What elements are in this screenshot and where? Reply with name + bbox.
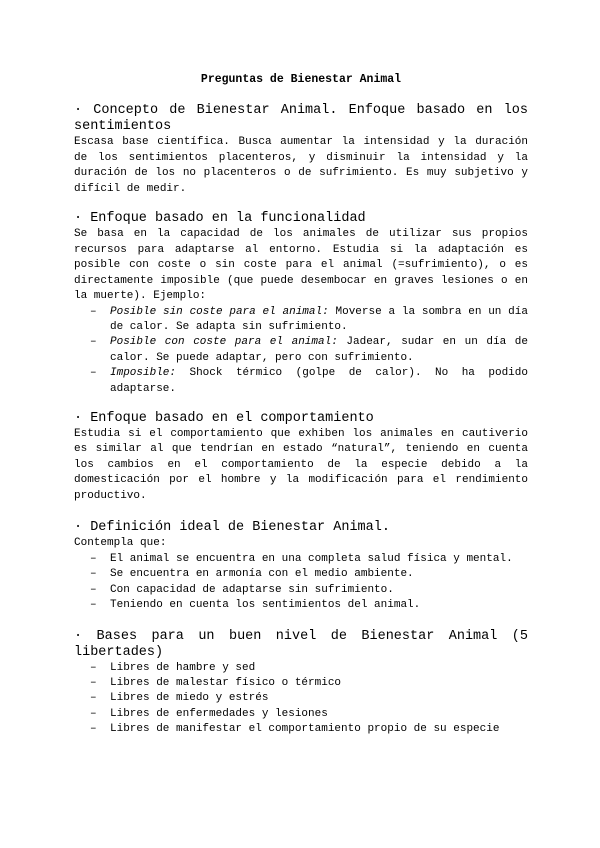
item-text: Jadear, sudar en un día de calor. Se puede adaptar, pero con sufrimiento. (110, 336, 528, 364)
item-label: Imposible: (110, 367, 177, 380)
section-body: Se basa en la capacidad de los animales de utilizar sus propios recursos para adaptarse al entorno. Estudia si la adaptación es posible con coste o sin coste para el animal (=sufrimiento), o es directamente imposible (que puede desembocar en graves lesiones o en la muerte). Ejemplo: (74, 228, 528, 302)
list-item: – El animal se encuentra en una completa salud física y mental. (74, 552, 528, 567)
section-libertades (74, 629, 528, 738)
list-item: – Teniendo en cuenta los sentimientos del animal. (74, 598, 528, 613)
list-item (74, 305, 528, 336)
section-body: Contempla que: (74, 537, 167, 550)
item-label: Posible con coste para el animal: (110, 336, 338, 349)
list-item: – Con capacidad de adaptarse sin sufrimiento. (74, 583, 528, 598)
list-item: – Libres de hambre y sed (74, 661, 528, 676)
section-heading: · Enfoque basado en la funcionalidad (74, 211, 366, 226)
list-item (74, 366, 528, 397)
list-item (74, 335, 528, 366)
section-body: Escasa base científica. Busca aumentar la intensidad y la duración de los sentimientos placenteros, y disminuir la intensidad y la duración de los no placenteros o de sufrimiento. Es muy subjetivo y difícil de medir. (74, 136, 528, 195)
section-heading: · Bases para un buen nivel de Bienestar Animal (5 libertades) (74, 628, 528, 660)
section-heading: · Enfoque basado en el comportamiento (74, 410, 374, 426)
list-item: – Libres de miedo y estrés (74, 691, 528, 706)
section-heading: · Concepto de Bienestar Animal. Enfoque basado en los sentimientos (74, 103, 528, 134)
section-body: Estudia si el comportamiento que exhiben los animales en cautiverio es similar al que tendrían en estado “natural”, teniendo en cuenta los cambios en el comportamiento de la especie debido a la domesticación por el hombre y la modificación para el rendimiento productivo. (74, 427, 528, 502)
section-definicion (74, 520, 528, 613)
list-item: – Libres de malestar físico o térmico (74, 676, 528, 691)
freedoms-list (74, 661, 528, 738)
list-item: – Libres de manifestar el comportamiento propio de su especie (74, 722, 528, 737)
section-heading: · Definición ideal de Bienestar Animal. (74, 520, 390, 536)
section-comportamiento (74, 411, 528, 505)
section-funcionalidad (74, 211, 528, 397)
definition-list (74, 552, 528, 614)
item-text: Moverse a la sombra en un día de calor. Se adapta sin sufrimiento. (110, 305, 528, 333)
page-title: Preguntas de Bienestar Animal (200, 73, 402, 86)
item-text: Shock térmico (golpe de calor). No ha podido adaptarse. (110, 367, 528, 395)
list-item: – Se encuentra en armonía con el medio ambiente. (74, 567, 528, 582)
item-label: Posible sin coste para el animal: (110, 305, 329, 318)
list-item: – Libres de enfermedades y lesiones (74, 707, 528, 722)
section-sentimientos (74, 103, 528, 197)
example-list (74, 305, 528, 397)
